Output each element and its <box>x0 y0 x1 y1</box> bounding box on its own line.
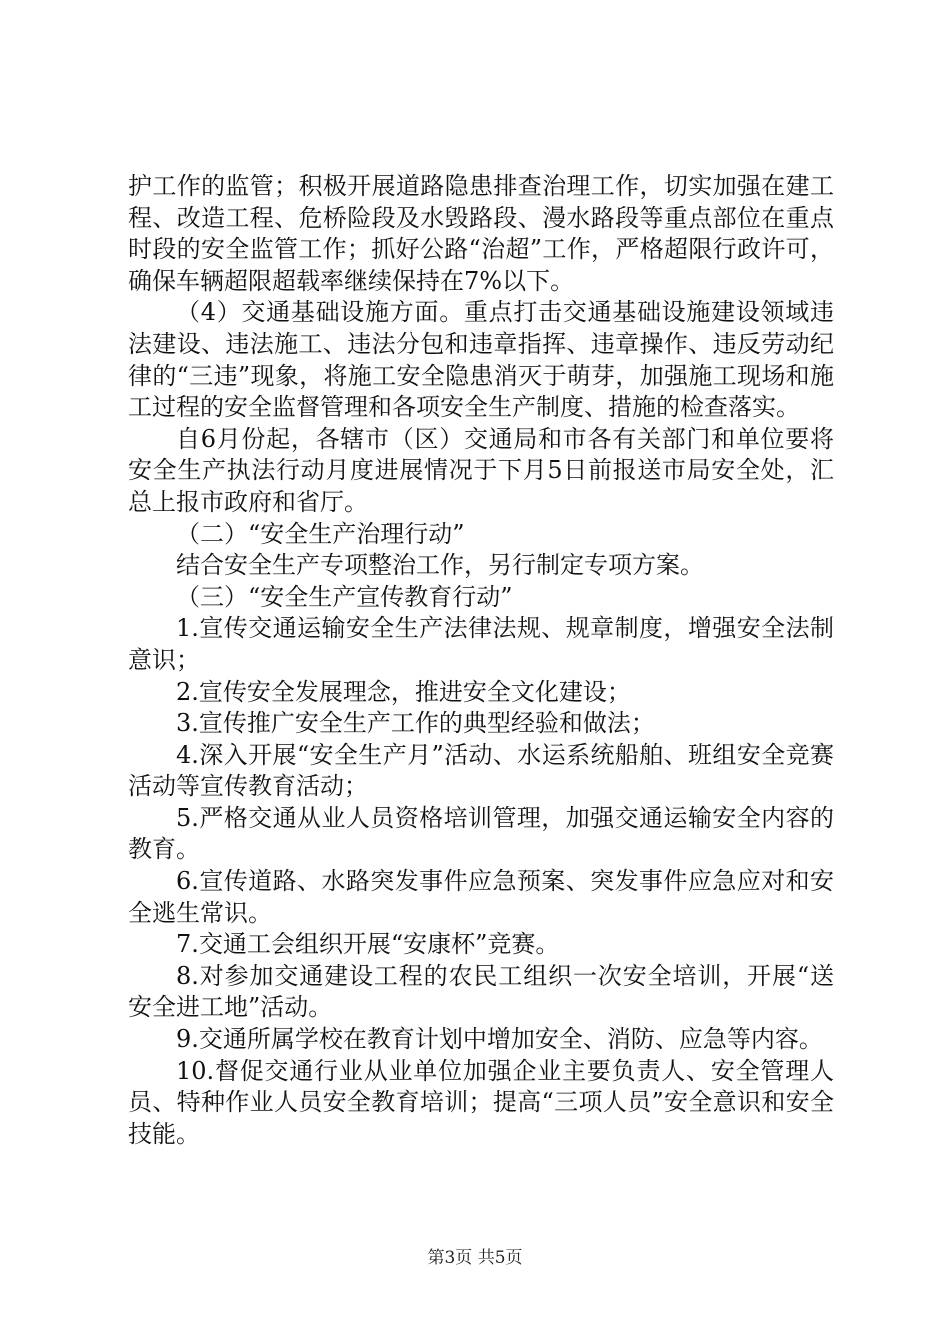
section-heading-governance: （二）“安全生产治理行动” <box>176 519 465 548</box>
paragraph-infrastructure: （4）交通基础设施方面。重点打击交通基础设施建设领域违法建设、违法施工、违法分包和违章指挥、违章操作、违反劳动纪律的“三违”现象，将施工安全隐患消灭于萌芽，加强施工现场和施工过程的安全监督管理和各项安全生产制度、措施的检查落实。 <box>128 298 834 422</box>
section-heading-education: （三）“安全生产宣传教育行动” <box>176 582 513 611</box>
list-item-9: 9.交通所属学校在教育计划中增加安全、消防、应急等内容。 <box>176 1025 823 1054</box>
paragraph-monthly-report: 自6月份起，各辖市（区）交通局和市各有关部门和单位要将安全生产执法行动月度进展情况于下月5日前报送市局安全处，汇总上报市政府和省厅。 <box>128 424 834 516</box>
list-item-10: 10.督促交通行业从业单位加强企业主要负责人、安全管理人员、特种作业人员安全教育培训；提高“三项人员”安全意识和安全技能。 <box>128 1056 834 1148</box>
document-body <box>128 171 834 1150</box>
page-number-footer: 第3页 共5页 <box>427 1248 523 1268</box>
list-item-5: 5.严格交通从业人员资格培训管理，加强交通运输安全内容的教育。 <box>128 803 834 864</box>
list-item-3: 3.宣传推广安全生产工作的典型经验和做法； <box>176 709 655 738</box>
list-item-2: 2.宣传安全发展理念，推进安全文化建设； <box>176 677 631 706</box>
list-item-6: 6.宣传道路、水路突发事件应急预案、突发事件应急应对和安全逃生常识。 <box>128 867 834 927</box>
list-item-7: 7.交通工会组织开展“安康杯”竞赛。 <box>176 930 560 959</box>
list-item-1: 1.宣传交通运输安全生产法律法规、规章制度，增强安全法制意识； <box>128 614 834 674</box>
paragraph-special-rectification: 结合安全生产专项整治工作，另行制定专项方案。 <box>176 551 704 580</box>
paragraph-supervision: 护工作的监管；积极开展道路隐患排查治理工作，切实加强在建工程、改造工程、危桥险段及水毁路段、漫水路段等重点部位在重点时段的安全监管工作；抓好公路“治超”工作，严格超限行政许可，确保车辆超限超载率继续保持在7%以下。 <box>128 172 834 295</box>
list-item-4: 4.深入开展“安全生产月”活动、水运系统船舶、班组安全竞赛活动等宣传教育活动； <box>128 740 834 801</box>
list-item-8: 8.对参加交通建设工程的农民工组织一次安全培训，开展“送安全进工地”活动。 <box>128 961 834 1022</box>
